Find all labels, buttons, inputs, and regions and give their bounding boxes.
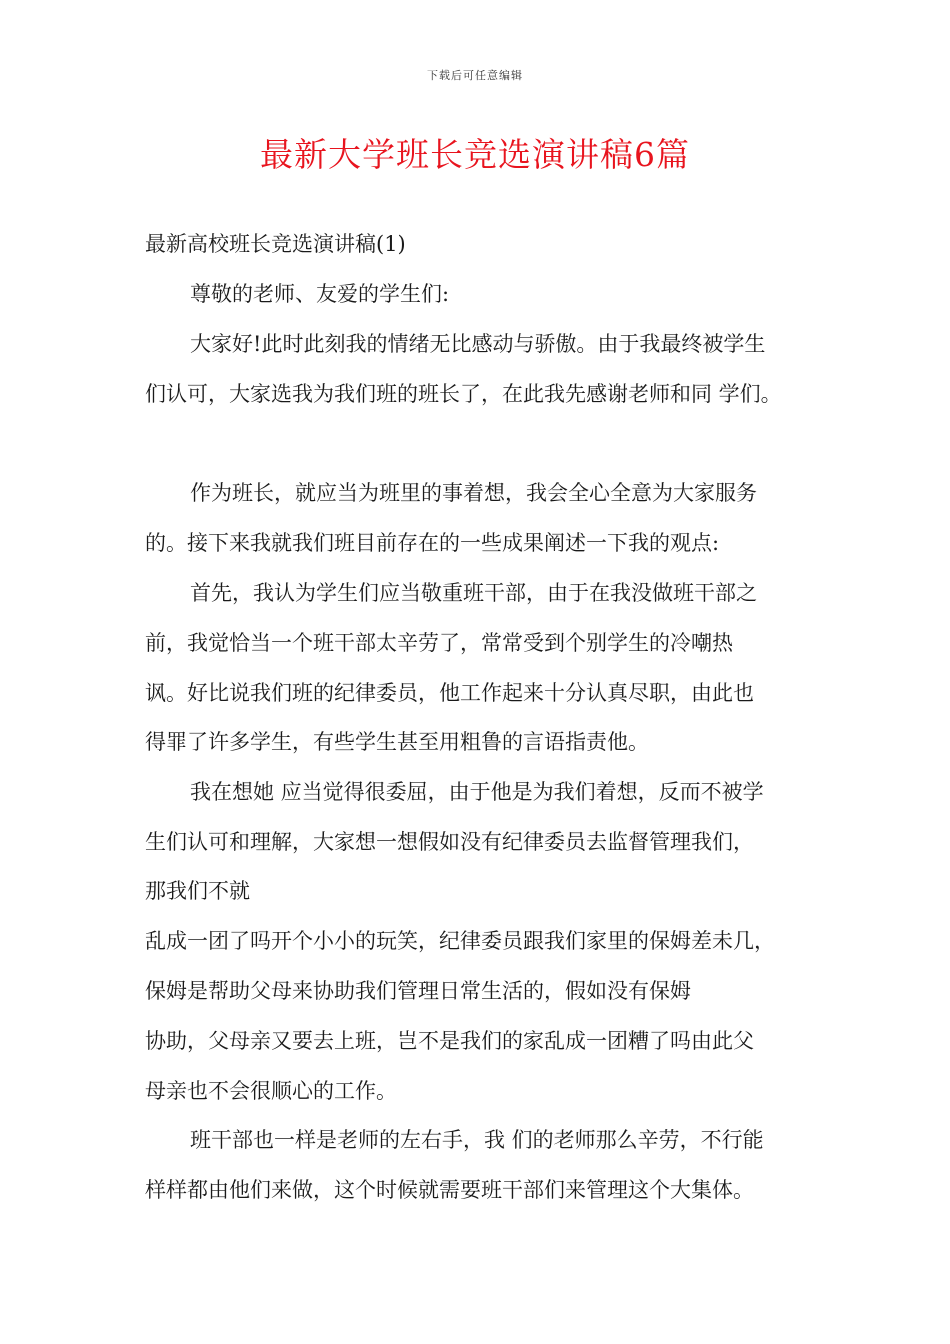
salutation-line: 尊敬的老师、友爱的学生们: [190,282,450,306]
paragraph-line: 保姆是帮助父母来协助我们管理日常生活的，假如没有保姆 [145,979,691,1003]
section-heading: 最新高校班长竞选演讲稿(1) [145,232,406,256]
paragraph-line: 讽。好比说我们班的纪律委员，他工作起来十分认真尽职，由此也 [145,681,754,705]
page-header-note: 下载后可任意编辑 [427,69,523,82]
paragraph-line: 我在想她 应当觉得很委屈，由于他是为我们着想，反而不被学 [190,780,764,804]
paragraph-line: 的。接下来我就我们班目前存在的一些成果阐述一下我的观点: [145,531,720,555]
paragraph-line: 乱成一团了吗开个小小的玩笑，纪律委员跟我们家里的保姆差未几， [145,929,775,953]
paragraph-line: 那我们不就 [145,879,250,903]
paragraph-line: 作为班长，就应当为班里的事着想，我会全心全意为大家服务 [190,481,757,505]
paragraph-line: 样样都由他们来做，这个时候就需要班干部们来管理这个大集体。 [145,1178,754,1202]
paragraph-line: 班干部也一样是老师的左右手，我 们的老师那么辛劳，不行能 [190,1128,764,1152]
document-title: 最新大学班长竞选演讲稿6篇 [260,135,690,174]
paragraph-line: 协助，父母亲又要去上班，岂不是我们的家乱成一团糟了吗由此父 [145,1029,754,1053]
paragraph-line: 生们认可和理解，大家想一想假如没有纪律委员去监督管理我们， [145,830,754,854]
paragraph-line: 们认可，大家选我为我们班的班长了，在此我先感谢老师和同 学们。 [145,382,782,406]
paragraph-line: 首先，我认为学生们应当敬重班干部，由于在我没做班干部之 [190,581,757,605]
paragraph-line: 大家好!此时此刻我的情绪无比感动与骄傲。由于我最终被学生 [190,332,766,356]
paragraph-line: 前，我觉恰当一个班干部太辛劳了，常常受到个别学生的冷嘲热 [145,631,733,655]
paragraph-line: 母亲也不会很顺心的工作。 [145,1079,397,1103]
paragraph-line: 得罪了许多学生，有些学生甚至用粗鲁的言语指责他。 [145,730,649,754]
